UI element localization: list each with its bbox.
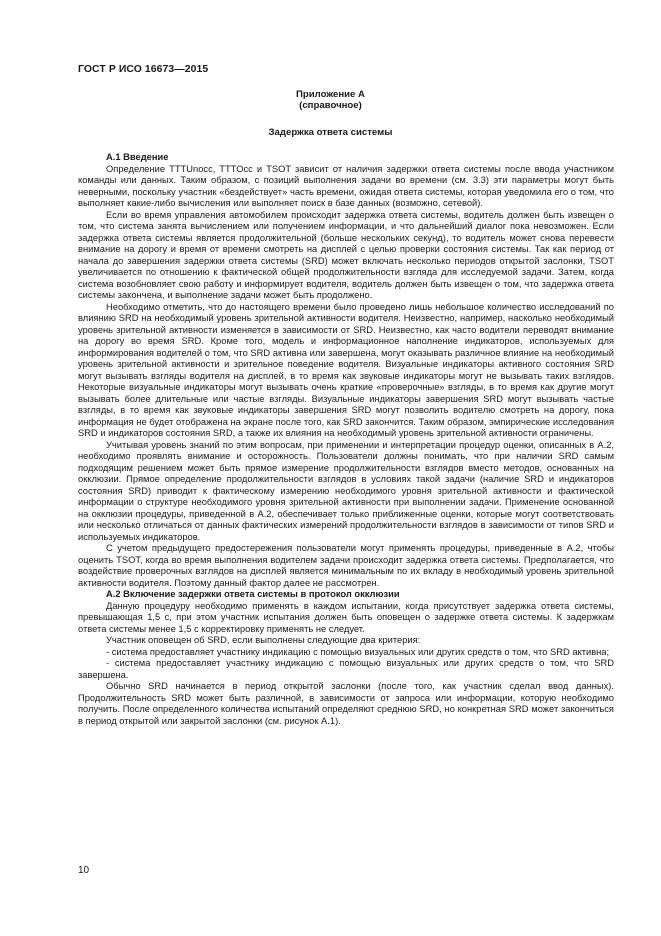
annex-title: Приложение А <box>296 89 365 100</box>
section-heading: А.1 Введение <box>106 152 169 162</box>
paragraph: Необходимо отметить, что до настоящего времени было проведено лишь небольшое количество исследований по влиянию SRD на необходимый уровень зрительной активности водителя. Неизвестно, например, насколько необходимый уровень зрительной активности изменяется в зависимости от SRD. Неизвестно, как часто водители переводят внимание на дорогу во время SRD. Кроме того, модель и информационное наполнение индикаторов, используемых для информирования водителей о том, что SRD активна или завершена, могут оказывать различное влияние на необходимый уровень зрительной активности и зрительное поведение водителя. Визуальные индикаторы активного состояния SRD могут вызывать взгляды водителя на дисплей, в то время как звуковые индикаторы могут не вызывать таких взглядов. Некоторые визуальные индикаторы могут вызывать очень краткие «проверочные» взгляды, в то время как другие могут вызывать более длительные или частые взгляды. Визуальные индикаторы завершения SRD могут вызывать частые взгляды, в то время как звуковые индикаторы завершения SRD могут позволить водителю смотреть на дорогу, пока информация не будет отображена на экране после того, как SRD закончится. Таким образом, эмпирические исследования SRD и индикаторов состояния SRD, а также их влияния на необходимый уровень зрительной активности ограничены. <box>78 301 615 438</box>
document-body <box>78 152 614 727</box>
list-item: - система предоставляет участнику индикацию с помощью визуальных или других средств о том, что SRD завершена. <box>78 658 614 680</box>
section-heading: А.2 Включение задержки ответа системы в протокол окклюзии <box>106 589 400 599</box>
list-item: - система предоставляет участнику индикацию с помощью визуальных или других средств о том, что SRD активна; <box>106 646 610 657</box>
paragraph: Участник оповещен об SRD, если выполнены следующие два критерия: <box>106 635 421 645</box>
document-header: ГОСТ Р ИСО 16673—2015 <box>78 64 209 75</box>
paragraph: Если во время управления автомобилем происходит задержка ответа системы, водитель должен быть извещен о том, что система занята вычислением или получением информации, и что дальнейший диалог пока невозможен. Если задержка ответа системы является продолжительной (больше нескольких секунд), то водитель может снова перевести внимание на дорогу и время от времени смотреть на дисплей с целью проверки состояния системы. Так как период от начала до завершения задержки ответа системы (SRD) может включать несколько периодов открытой заслонки, TSOT увеличивается по отношению к фактической общей продолжительности взгляда для исследуемой задачи. Затем, когда система возобновляет свою работу и информирует водителя, водитель должен быть извещен о том, что задержка ответа системы закончена, и выполнение задачи может быть продолжено. <box>78 209 614 300</box>
paragraph: Данную процедуру необходимо применять в каждом испытании, когда присутствует задержка ответа системы, превышающая 1,5 с, при этом участник испытания должен быть оповещен о задержке ответа системы. К задержкам ответа системы менее 1,5 с корректировку применять не следует. <box>78 600 614 634</box>
annex-subtitle: (справочное) <box>299 100 362 111</box>
paragraph: Учитывая уровень знаний по этим вопросам, при применении и интерпретации процедур оценки, описанных в А.2, необходимо проявлять внимание и осторожность. Пользователи должны понимать, что при наличии SRD самым подходящим решением может быть прямое измерение продолжительности взглядов вместо методов, основанных на окклюзии. Прямое определение продолжительности взглядов в условиях такой задачи (наличие SRD и индикаторов состояния SRD) приводит к фактическому измерению необходимого уровня зрительной активности и фактической информации о структуре необходимого уровня зрительной активности при выполнении задачи. Применение основанной на окклюзии процедуры, приведенной в А.2, обеспечивает только приближенные оценки, которые могут соответствовать или несколько отличаться от данных фактических измерений продолжительности взглядов в зависимости от типов SRD и используемых индикаторов. <box>78 439 614 542</box>
paragraph: Обычно SRD начинается в период открытой заслонки (после того, как участник сделал ввод данных). Продолжительность SRD может быть различной, в зависимости от запроса или информации, которую необходимо получить. После определенного количества испытаний определяют среднюю SRD, но конкретная SRD может закончиться в период открытой или закрытой заслонки (см. рисунок А.1). <box>78 681 614 726</box>
paragraph: С учетом предыдущего предостережения пользователи могут применять процедуры, приведенные в А.2, чтобы оценить TSOT, когда во время выполнения водителем задачи происходит задержка ответа системы. Предполагается, что воздействие проверочных взглядов на дисплей является минимальным по их вкладу в необходимый уровень зрительной активности водителя. Поэтому данный фактор далее не рассмотрен. <box>78 543 614 588</box>
paragraph: Определение TTTUnocc, TTTOcc и TSOT зависит от наличия задержки ответа системы после ввода участником команды или данных. Таким образом, с позиций выполнения задачи во времени (см. 3.3) эти параметры могут быть неверными, поскольку участник «бездействует» часть времени, ожидая ответа системы, которая уведомила его о том, что выполняет какие-либо вычисления или выполняет поиск в базе данных (возможно, сетевой). <box>78 163 614 208</box>
annex-heading: Задержка ответа системы <box>268 127 393 138</box>
page-number: 10 <box>78 865 90 876</box>
